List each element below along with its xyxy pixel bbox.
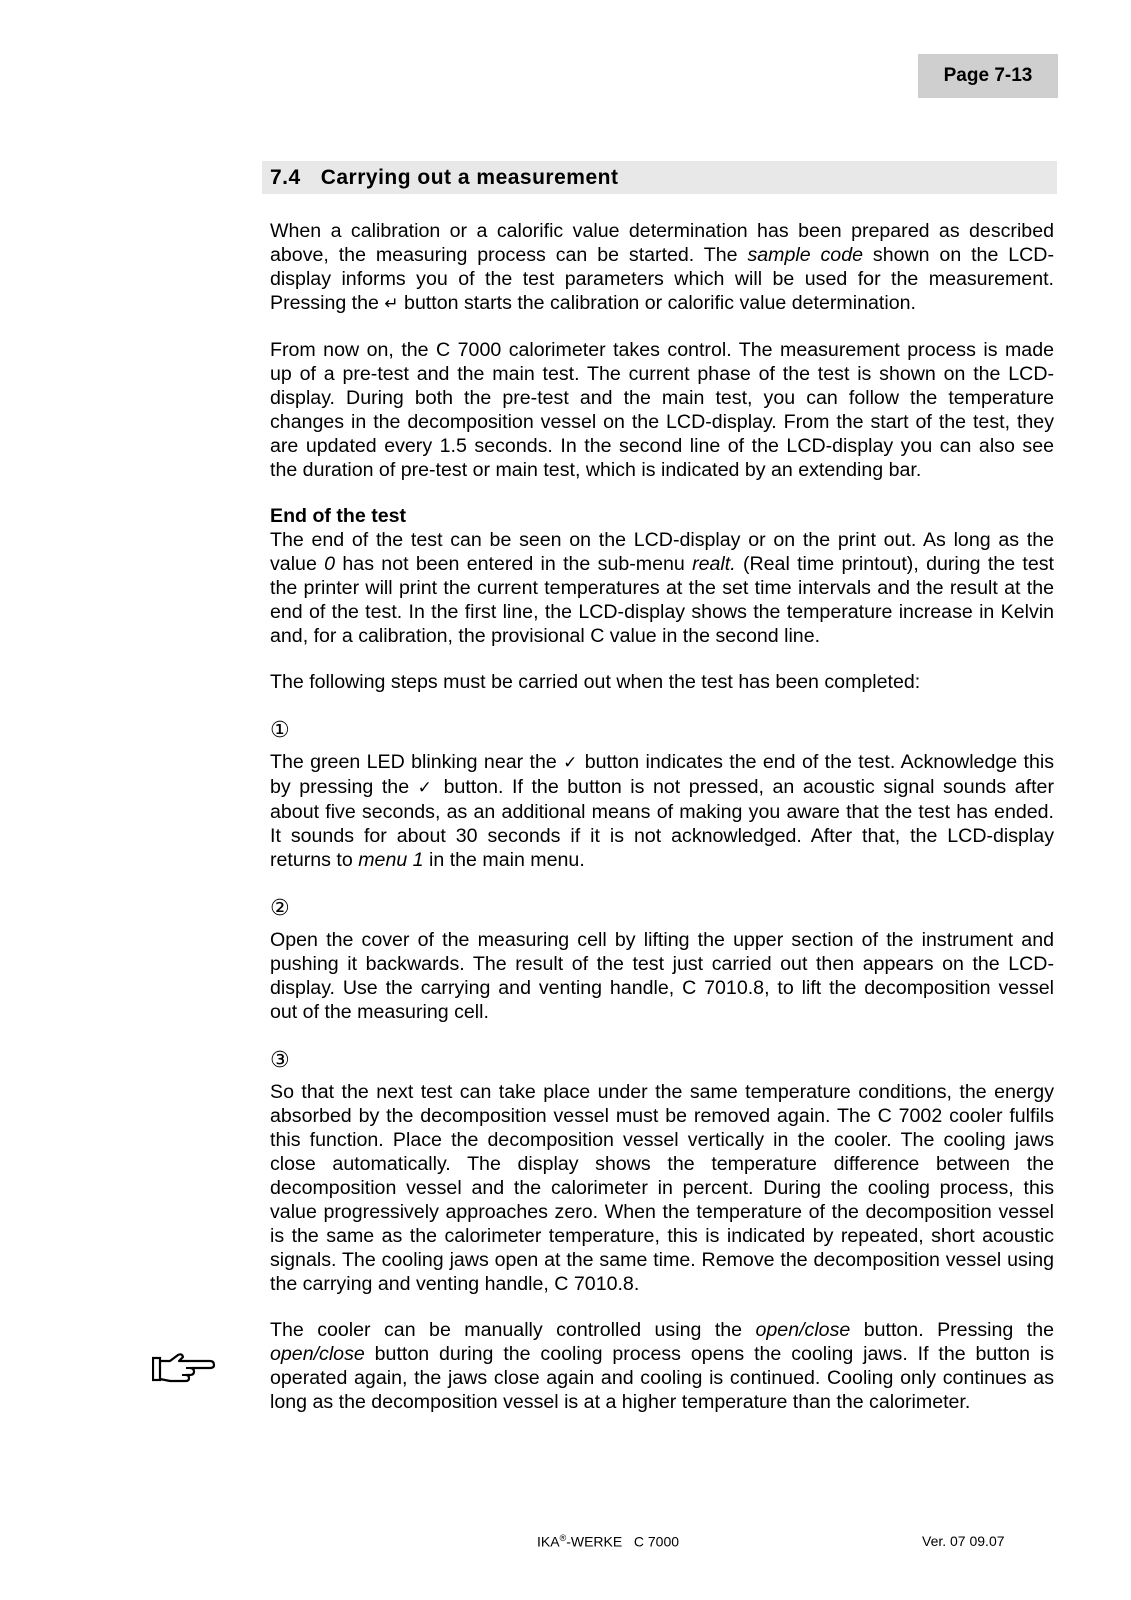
step-2-paragraph: Open the cover of the measuring cell by lifting the upper section of the instrument and pushing it backwards. The result of the test just carried out then appears on the LCD-display. Use the carrying and venting handle, C 7010.8, to lift the decomposition vessel out of the measuring cell. xyxy=(270,929,1054,1023)
check-icon: ✓ xyxy=(563,753,579,772)
section-number: 7.4 xyxy=(270,165,301,189)
italic-term: open/close xyxy=(755,1319,851,1341)
step-3-paragraph: So that the next test can take place under the same temperature conditions, the energy absorbed by the decomposition vessel must be removed again. The C 7002 cooler fulfils this function. Place the decomposition vessel vertically in the cooler. The cooling jaws close automatically. The display shows the temperature difference between the decomposition vessel and the calorimeter in percent. During the cooling process, this value progressively approaches zero. When the temperature of the decomposition vessel is the same as the calorimeter temperature, this is indicated by repeated, short acoustic signals. The cooling jaws open at the same time. Remove the decomposition vessel using the carrying and venting handle, C 7010.8. xyxy=(270,1081,1054,1295)
italic-term: menu 1 xyxy=(358,849,424,871)
step-3-marker: ③ xyxy=(270,1047,290,1072)
text-run: The green LED blinking near the xyxy=(270,751,564,773)
note-paragraph xyxy=(270,1318,1054,1414)
text-run: The cooler can be manually controlled using the xyxy=(270,1319,756,1341)
section-heading xyxy=(262,161,1057,194)
steps-intro-paragraph: The following steps must be carried out when the test has been completed: xyxy=(270,671,921,693)
document-body xyxy=(270,219,1054,1436)
text-run: has not been entered in the sub-menu xyxy=(335,553,693,575)
text-run: button starts the calibration or calorific value determination. xyxy=(398,292,916,314)
italic-term: sample code xyxy=(747,244,863,266)
step-1-paragraph xyxy=(270,750,1054,872)
intro-paragraph xyxy=(270,219,1054,316)
text-run: button indicates the end of the test. Acknowledge this by pressing the xyxy=(270,751,1054,798)
text-run: button. If the button is not pressed, an acoustic signal sounds after about five seconds, as an additional means of making you aware that the test has ended. It sounds for about 30 seconds if it is not acknowledged. After that, the LCD-display returns to xyxy=(270,776,1054,871)
text-run: button. Pressing the xyxy=(850,1319,1054,1341)
registered-mark: ® xyxy=(559,1533,567,1543)
text-run: button during the cooling process opens the cooling jaws. If the button is operated again, the jaws close again and cooling is continued. Cooling only continues as long as the decomposition vessel is at a higher temperature than the calorimeter. xyxy=(270,1343,1054,1413)
text-run: (Real time printout), during the test the printer will print the current temperatures at the set time intervals and the result at the end of the test. In the first line, the LCD-display shows the temperature increase in Kelvin and, for a calibration, the provisional C value in the second line. xyxy=(270,553,1054,647)
text-run: shown on the LCD-display informs you of the test parameters which will be used for the measurement. Pressing the xyxy=(270,244,1054,314)
text-run: When a calibration or a calorific value determination has been prepared as described above, the measuring process can be started. The xyxy=(270,220,1054,266)
italic-term: realt. xyxy=(692,553,736,575)
end-of-test-heading: End of the test xyxy=(270,505,407,527)
process-paragraph: From now on, the C 7000 calorimeter takes control. The measurement process is made up of a pre-test and the main test. The current phase of the test is shown on the LCD-display. During both the pre-test and the main test, you can follow the temperature changes in the decomposition vessel on the LCD-display. From the start of the test, they are updated every 1.5 seconds. In the second line of the LCD-display you can also see the duration of pre-test or main test, which is indicated by an extending bar. xyxy=(270,339,1054,481)
italic-term: open/close xyxy=(270,1343,365,1365)
section-title: Carrying out a measurement xyxy=(320,165,619,189)
italic-term: 0 xyxy=(324,553,336,575)
footer-brand: IKA xyxy=(537,1533,560,1550)
enter-icon: ↵ xyxy=(384,294,399,313)
footer-version: Ver. 07 09.07 xyxy=(922,1533,1005,1549)
text-run: in the main menu. xyxy=(423,849,585,871)
page-number-label: Page 7-13 xyxy=(918,54,1058,98)
text-run: The end of the test can be seen on the LCD-display or on the print out. As long as the value xyxy=(270,529,1054,575)
pointing-hand-icon xyxy=(152,1352,216,1386)
end-of-test-paragraph xyxy=(270,528,1054,648)
footer-model: -WERKE C 7000 xyxy=(566,1533,680,1550)
step-1-marker: ① xyxy=(270,717,290,742)
step-2-marker: ② xyxy=(270,895,290,920)
footer-product xyxy=(537,1533,679,1550)
check-icon: ✓ xyxy=(417,778,436,797)
